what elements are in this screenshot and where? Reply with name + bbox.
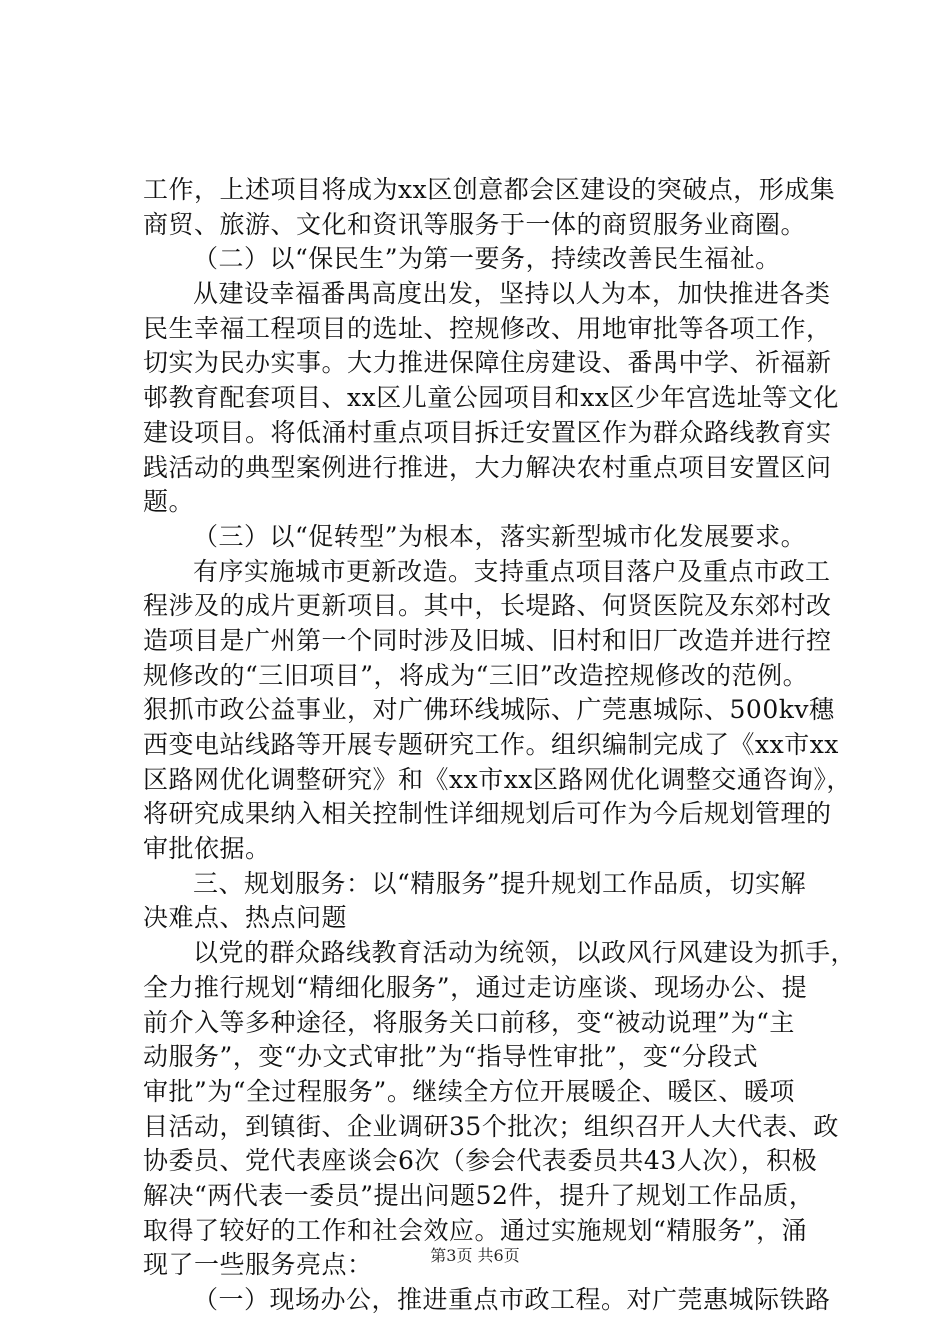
- text-line: 目活动，到镇街、企业调研35个批次；组织召开人大代表、政: [143, 1111, 839, 1141]
- text-line: 切实为民办实事。大力推进保障住房建设、番禺中学、祈福新: [143, 348, 832, 378]
- text-line: 全力推行规划“精细化服务”，通过走访座谈、现场办公、提: [143, 972, 808, 1002]
- text-line: 题。: [143, 487, 195, 517]
- text-line: 以党的群众路线教育活动为统领，以政风行风建设为抓手，: [193, 938, 857, 968]
- text-line: 取得了较好的工作和社会效应。通过实施规划“精服务”，涌: [143, 1215, 808, 1245]
- text-line: 规修改的“三旧项目”，将成为“三旧”改造控规修改的范例。: [143, 660, 809, 690]
- text-line: 协委员、党代表座谈会6次（参会代表委员共43人次），积极: [143, 1146, 818, 1176]
- text-line: 程涉及的成片更新项目。其中，长堤路、何贤医院及东郊村改: [143, 591, 832, 621]
- page-number-footer: 第3页 共6页: [430, 1246, 520, 1265]
- text-line: 工作，上述项目将成为xx区创意都会区建设的突破点，形成集: [143, 175, 836, 204]
- text-line: 践活动的典型案例进行推进，大力解决农村重点项目安置区问: [143, 452, 832, 482]
- text-line: 民生幸福工程项目的选址、控规修改、用地审批等各项工作，: [143, 313, 832, 343]
- text-line: 动服务”，变“办文式审批”为“指导性审批”，变“分段式: [143, 1042, 759, 1072]
- text-line: 建设项目。将低涌村重点项目拆迁安置区作为群众路线教育实: [143, 417, 832, 447]
- text-line: 商贸、旅游、文化和资讯等服务于一体的商贸服务业商圈。: [143, 209, 807, 239]
- text-line: 现了一些服务亮点：: [143, 1250, 373, 1280]
- text-line: 狠抓市政公益事业，对广佛环线城际、广莞惠城际、500kv穗: [143, 695, 835, 725]
- section-heading: 决难点、热点问题: [143, 903, 348, 933]
- text-line: 将研究成果纳入相关控制性详细规划后可作为今后规划管理的: [143, 799, 832, 829]
- text-line: 审批”为“全过程服务”。继续全方位开展暖企、暖区、暖项: [143, 1076, 795, 1106]
- section-heading: （一）现场办公，推进重点市政工程。对广莞惠城际铁路: [193, 1285, 831, 1314]
- text-line: 从建设幸福番禺高度出发，坚持以人为本，加快推进各类: [193, 279, 831, 309]
- section-heading: （三）以“促转型”为根本，落实新型城市化发展要求。: [193, 521, 807, 551]
- section-heading: 三、规划服务：以“精服务”提升规划工作品质，切实解: [193, 868, 807, 898]
- text-line: 审批依据。: [143, 834, 271, 864]
- text-line: 区路网优化调整研究》和《xx市xx区路网优化调整交通咨询》，: [143, 764, 852, 794]
- text-line: 邨教育配套项目、xx区儿童公园项目和xx区少年宫选址等文化: [143, 383, 839, 413]
- text-line: 造项目是广州第一个同时涉及旧城、旧村和旧厂改造并进行控: [143, 625, 832, 655]
- text-line: 前介入等多种途径，将服务关口前移，变“被动说理”为“主: [143, 1007, 795, 1037]
- body-text: [143, 173, 857, 1318]
- text-line: 解决“两代表一委员”提出问题52件，提升了规划工作品质，: [143, 1180, 815, 1210]
- section-heading: （二）以“保民生”为第一要务，持续改善民生福祉。: [193, 244, 781, 274]
- text-line: 有序实施城市更新改造。支持重点项目落户及重点市政工: [193, 556, 831, 586]
- text-line: 西变电站线路等开展专题研究工作。组织编制完成了《xx市xx: [143, 730, 839, 759]
